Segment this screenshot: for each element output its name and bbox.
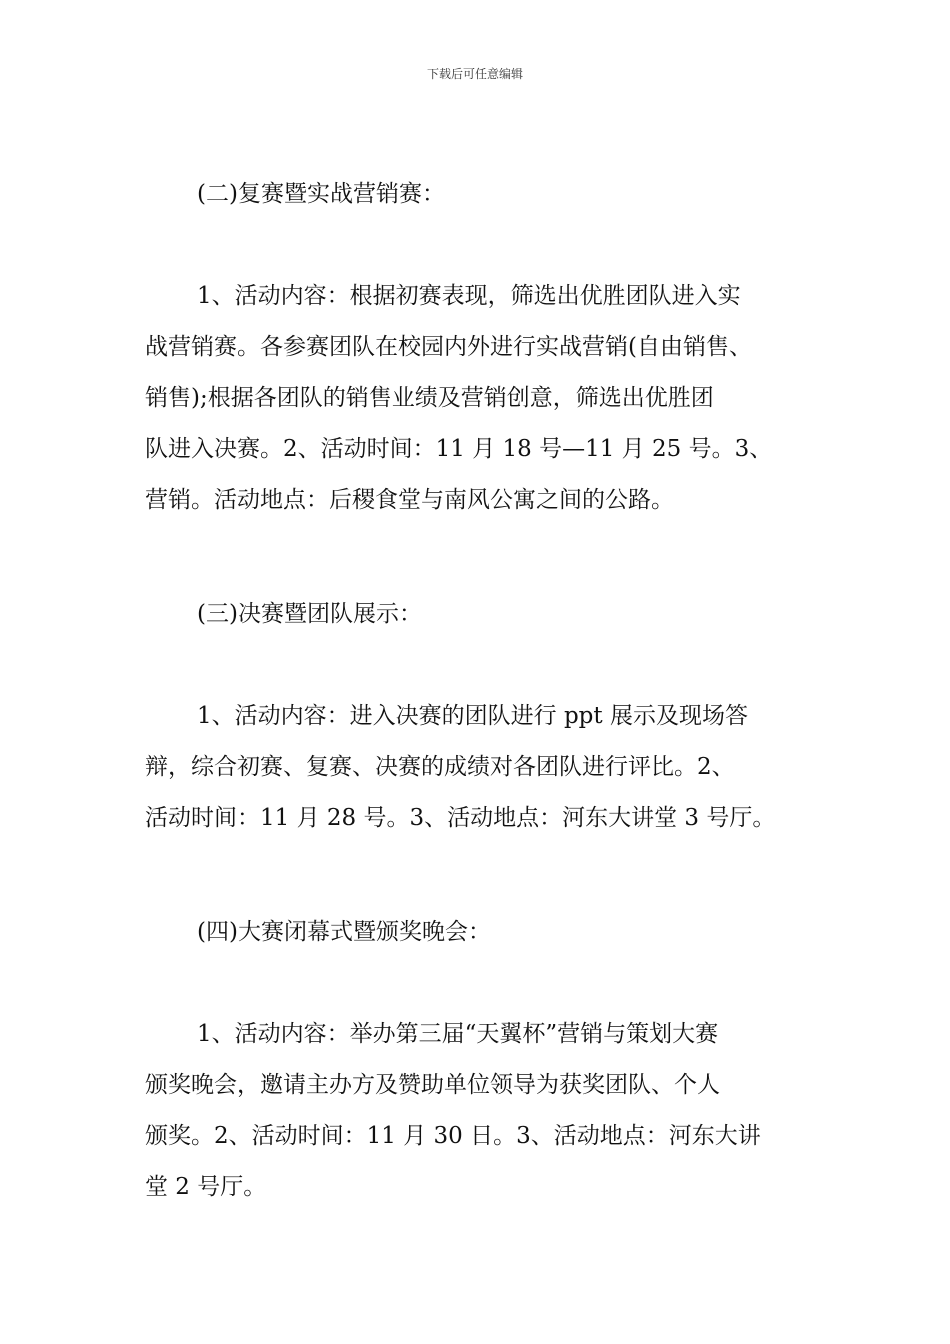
paragraph-line: 营销。活动地点：后稷食堂与南风公寓之间的公路。 (145, 487, 674, 513)
paragraph-line: 活动时间：11 月 28 号。3、活动地点：河东大讲堂 3 号厅。 (145, 805, 776, 831)
section-paragraph (145, 700, 810, 834)
section-paragraph (145, 1018, 810, 1203)
paragraph-line: 1、活动内容：根据初赛表现，筛选出优胜团队进入实 (197, 283, 741, 309)
paragraph-line: 1、活动内容：进入决赛的团队进行 ppt 展示及现场答 (197, 703, 748, 729)
paragraph-line: 辩，综合初赛、复赛、决赛的成绩对各团队进行评比。2、 (145, 754, 735, 780)
section-heading: (四)大赛闭幕式暨颁奖晚会： (197, 919, 491, 945)
paragraph-line: 队进入决赛。2、活动时间：11 月 18 号—11 月 25 号。3、 (145, 436, 773, 462)
paragraph-line: 颁奖晚会，邀请主办方及赞助单位领导为获奖团队、个人 (145, 1072, 720, 1098)
paragraph-line: 1、活动内容：举办第三届“天翼杯”营销与策划大赛 (197, 1021, 719, 1047)
paragraph-line: 战营销赛。各参赛团队在校园内外进行实战营销(自由销售、 (145, 334, 752, 360)
paragraph-line: 颁奖。2、活动时间：11 月 30 日。3、活动地点：河东大讲 (145, 1123, 761, 1149)
paragraph-line: 销售);根据各团队的销售业绩及营销创意，筛选出优胜团 (145, 385, 714, 411)
paragraph-line: 堂 2 号厅。 (145, 1174, 267, 1200)
section-paragraph (145, 280, 810, 516)
section-heading: (三)决赛暨团队展示： (197, 601, 422, 627)
page-header: 下载后可任意编辑 (426, 67, 523, 81)
document-body (145, 178, 810, 1203)
section-heading: (二)复赛暨实战营销赛： (197, 181, 445, 207)
